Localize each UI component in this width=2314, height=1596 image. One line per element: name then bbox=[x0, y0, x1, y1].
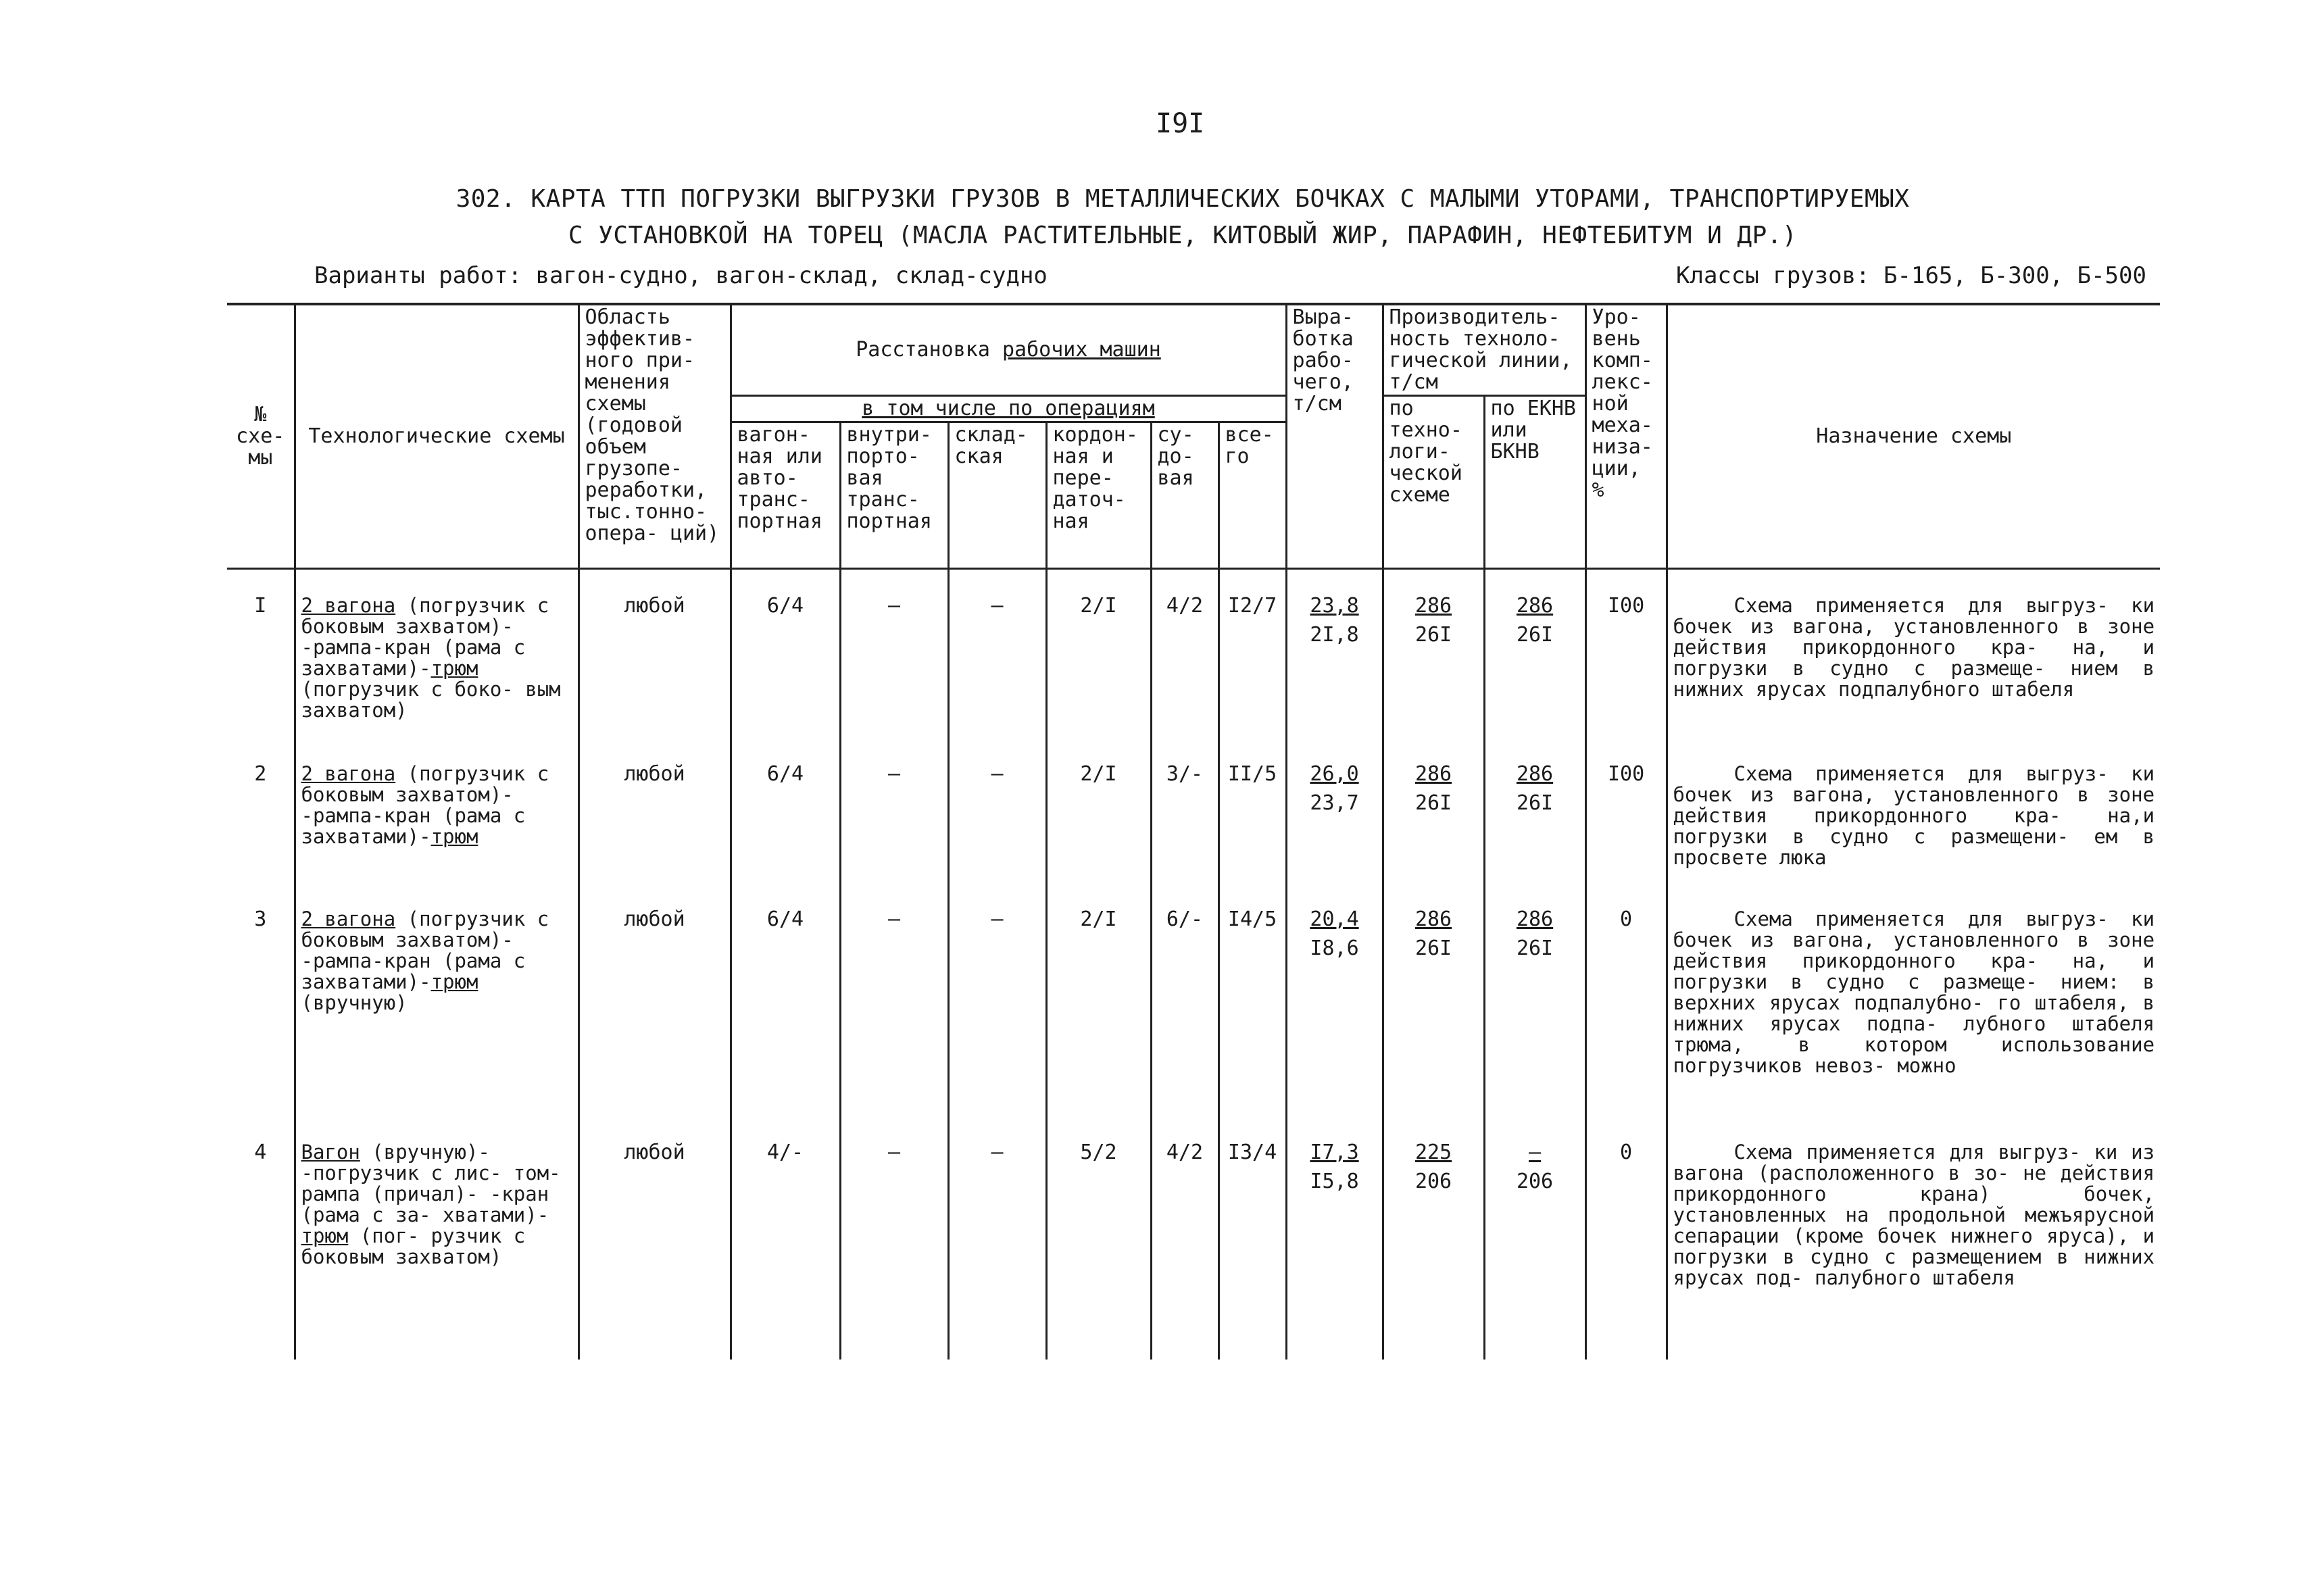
header-op-wagon: вагон- ная или авто- транс- портная bbox=[731, 422, 840, 569]
row-op-warehouse: – bbox=[948, 883, 1046, 1116]
prod-scheme-top: 225 bbox=[1414, 1140, 1452, 1164]
row-level: I00 bbox=[1585, 738, 1667, 883]
header-area: Область эффектив- ного при- менения схемы (годовой объем грузопе- реработки, тыс.тонно- опера- ций) bbox=[578, 304, 731, 569]
purpose-text: Схема применяется для выгруз- ки бочек из вагона, установленного в зоне действия прикордонного кра- на, и погрузки в судно с размеще- нием в нижних ярусах подпалубного штабеля bbox=[1673, 594, 2155, 701]
prod-ekhv-bottom: 26I bbox=[1516, 623, 1554, 647]
table-row bbox=[227, 738, 2160, 883]
row-op-total: I3/4 bbox=[1218, 1116, 1286, 1360]
row-op-total: I4/5 bbox=[1218, 883, 1286, 1116]
row-op-warehouse: – bbox=[948, 1116, 1046, 1360]
scheme-source: 2 вагона bbox=[301, 907, 396, 930]
scheme-hold: трюм bbox=[301, 1224, 349, 1247]
purpose-text: Схема применяется для выгруз- ки из вагона (расположенного в зо- не действия прикордонного крана) бочек, установленных на продольной межъярусной сепарации (кроме бочек нижнего яруса), и погрузки в судно с размещением в нижних ярусах под- палубного штабеля bbox=[1673, 1140, 2155, 1289]
row-op-cordon: 5/2 bbox=[1046, 1116, 1151, 1360]
row-op-ship: 4/2 bbox=[1151, 569, 1218, 738]
prod-scheme-top: 286 bbox=[1414, 762, 1452, 786]
prod-scheme-top: 286 bbox=[1414, 594, 1452, 618]
document-title-line-2: С УСТАНОВКОЙ НА ТОРЕЦ (МАСЛА РАСТИТЕЛЬНЫЕ, КИТОВЫЙ ЖИР, ПАРАФИН, НЕФТЕБИТУМ И ДР.) bbox=[568, 222, 1798, 249]
row-op-total: II/5 bbox=[1218, 738, 1286, 883]
prod-ekhv-top: 286 bbox=[1516, 907, 1554, 931]
scheme-source: Вагон bbox=[301, 1140, 360, 1164]
row-output bbox=[1286, 1116, 1383, 1360]
table-row bbox=[227, 569, 2160, 738]
row-prod-ekhv bbox=[1484, 569, 1585, 738]
prod-ekhv-bottom: 26I bbox=[1516, 936, 1554, 960]
header-purpose: Назначение схемы bbox=[1667, 304, 2160, 569]
output-bottom: I8,6 bbox=[1310, 936, 1359, 960]
header-op-ship: су- до- вая bbox=[1151, 422, 1218, 569]
row-op-inport: – bbox=[840, 1116, 948, 1360]
row-prod-ekhv bbox=[1484, 1116, 1585, 1360]
row-purpose bbox=[1667, 1116, 2160, 1360]
scheme-source: 2 вагона bbox=[301, 762, 396, 785]
table-row bbox=[227, 1116, 2160, 1360]
output-bottom: 2I,8 bbox=[1310, 623, 1359, 647]
row-area: любой bbox=[578, 1116, 731, 1360]
row-op-inport: – bbox=[840, 569, 948, 738]
row-purpose bbox=[1667, 738, 2160, 883]
document-title-line-1: 302. КАРТА ТТП ПОГРУЗКИ ВЫГРУЗКИ ГРУЗОВ В МЕТАЛЛИЧЕСКИХ БОЧКАХ С МАЛЫМИ УТОРАМИ, ТРАНСПОРТИРУЕМЫХ bbox=[456, 185, 1910, 213]
row-prod-ekhv bbox=[1484, 883, 1585, 1116]
row-op-total: I2/7 bbox=[1218, 569, 1286, 738]
prod-scheme-bottom: 26I bbox=[1414, 936, 1452, 960]
output-bottom: 23,7 bbox=[1310, 791, 1359, 815]
header-mechanization-level: Уро- вень комп- лекс- ной меха- низа- ции, % bbox=[1585, 304, 1667, 569]
row-op-cordon: 2/I bbox=[1046, 738, 1151, 883]
scheme-hold: трюм bbox=[430, 970, 478, 993]
row-op-cordon: 2/I bbox=[1046, 569, 1151, 738]
scheme-text-a: (вручную)- -погрузчик с лис- том-рампа (причал)- -кран (рама с за- хватами)- bbox=[301, 1140, 561, 1226]
row-area: любой bbox=[578, 569, 731, 738]
row-prod-scheme bbox=[1383, 738, 1484, 883]
row-output bbox=[1286, 738, 1383, 883]
header-schemes: Технологические схемы bbox=[295, 304, 578, 569]
header-num: № схе- мы bbox=[227, 304, 295, 569]
work-variants: Варианты работ: вагон-судно, вагон-склад, склад-судно bbox=[314, 262, 1048, 289]
row-op-inport: – bbox=[840, 883, 948, 1116]
row-op-ship: 3/- bbox=[1151, 738, 1218, 883]
row-level: 0 bbox=[1585, 1116, 1667, 1360]
header-placement-label: Расстановка bbox=[856, 338, 990, 361]
header-productivity: Производитель- ность техноло- гической линии, т/см bbox=[1383, 304, 1585, 396]
header-prod-ekhv: по ЕКНВ или БКНВ bbox=[1484, 396, 1585, 569]
row-output bbox=[1286, 569, 1383, 738]
row-op-ship: 6/- bbox=[1151, 883, 1218, 1116]
header-op-cordon: кордон- ная и пере- даточ- ная bbox=[1046, 422, 1151, 569]
row-scheme bbox=[295, 1116, 578, 1360]
row-op-inport: – bbox=[840, 738, 948, 883]
row-scheme bbox=[295, 738, 578, 883]
header-prod-scheme: по техно- логи- ческой схеме bbox=[1383, 396, 1484, 569]
row-prod-ekhv bbox=[1484, 738, 1585, 883]
scheme-table bbox=[227, 303, 2160, 1360]
header-placement-machines: рабочих машин bbox=[1002, 338, 1161, 361]
row-num: I bbox=[254, 594, 267, 618]
row-area: любой bbox=[578, 738, 731, 883]
row-area: любой bbox=[578, 883, 731, 1116]
scheme-hold: трюм bbox=[430, 657, 478, 680]
prod-ekhv-bottom: 26I bbox=[1516, 791, 1554, 815]
scheme-text-b: (вручную) bbox=[301, 991, 408, 1014]
row-op-wagon: 6/4 bbox=[731, 738, 840, 883]
row-op-warehouse: – bbox=[948, 569, 1046, 738]
prod-ekhv-bottom: 206 bbox=[1516, 1169, 1554, 1193]
output-top: 23,8 bbox=[1310, 594, 1359, 618]
page-number: I9I bbox=[1156, 108, 1205, 139]
row-scheme bbox=[295, 883, 578, 1116]
header-op-warehouse: склад- ская bbox=[948, 422, 1046, 569]
prod-scheme-bottom: 26I bbox=[1414, 623, 1452, 647]
row-prod-scheme bbox=[1383, 883, 1484, 1116]
header-placement bbox=[731, 304, 1286, 396]
scheme-text-b: (пог- рузчик с боковым захватом) bbox=[301, 1224, 526, 1268]
row-num: 4 bbox=[254, 1140, 267, 1164]
cargo-classes: Классы грузов: Б-165, Б-300, Б-500 bbox=[1676, 262, 2146, 289]
row-purpose bbox=[1667, 569, 2160, 738]
row-level: I00 bbox=[1585, 569, 1667, 738]
output-top: 26,0 bbox=[1310, 762, 1359, 786]
row-op-wagon: 4/- bbox=[731, 1116, 840, 1360]
output-bottom: I5,8 bbox=[1310, 1169, 1359, 1193]
output-top: 20,4 bbox=[1310, 907, 1359, 931]
prod-scheme-bottom: 26I bbox=[1414, 791, 1452, 815]
row-prod-scheme bbox=[1383, 569, 1484, 738]
row-op-cordon: 2/I bbox=[1046, 883, 1151, 1116]
row-op-wagon: 6/4 bbox=[731, 569, 840, 738]
purpose-text: Схема применяется для выгруз- ки бочек из вагона, установленного в зоне действия прикордонного кра- на, и погрузки в судно с размеще- нием: в верхних ярусах подпалубно- го штабеля, в нижних ярусах подпа- лубного штабеля трюма, в котором использование погрузчиков невоз- можно bbox=[1673, 907, 2155, 1077]
scheme-hold: трюм bbox=[430, 824, 478, 848]
scheme-text-b: (погрузчик с боко- вым захватом) bbox=[301, 678, 561, 722]
row-op-wagon: 6/4 bbox=[731, 883, 840, 1116]
row-output bbox=[1286, 883, 1383, 1116]
row-num: 3 bbox=[254, 907, 267, 931]
scheme-text-a: (погрузчик с боковым захватом)- -рампа-кран (рама с захватами)- bbox=[301, 594, 549, 680]
output-top: I7,3 bbox=[1310, 1140, 1359, 1164]
scheme-text-a: (погрузчик с боковым захватом)- -рампа-кран (рама с захватами)- bbox=[301, 907, 549, 993]
table-row bbox=[227, 883, 2160, 1116]
prod-ekhv-top: – bbox=[1529, 1140, 1542, 1164]
row-purpose bbox=[1667, 883, 2160, 1116]
row-op-ship: 4/2 bbox=[1151, 1116, 1218, 1360]
prod-scheme-top: 286 bbox=[1414, 907, 1452, 931]
row-num: 2 bbox=[254, 762, 267, 786]
header-output: Выра- ботка рабо- чего, т/см bbox=[1286, 304, 1383, 569]
row-op-warehouse: – bbox=[948, 738, 1046, 883]
scheme-text-a: (погрузчик с боковым захватом)- -рампа-кран (рама с захватами)- bbox=[301, 762, 549, 848]
prod-ekhv-top: 286 bbox=[1516, 762, 1554, 786]
header-op-total: все- го bbox=[1218, 422, 1286, 569]
row-level: 0 bbox=[1585, 883, 1667, 1116]
row-scheme bbox=[295, 569, 578, 738]
header-incl-operations: в том числе по операциям bbox=[731, 396, 1286, 422]
row-prod-scheme bbox=[1383, 1116, 1484, 1360]
purpose-text: Схема применяется для выгруз- ки бочек из вагона, установленного в зоне действия прикордонного кра- на,и погрузки в судно с размещени- ем в просвете люка bbox=[1673, 762, 2155, 869]
prod-ekhv-top: 286 bbox=[1516, 594, 1554, 618]
scheme-source: 2 вагона bbox=[301, 594, 396, 617]
header-op-inport: внутри- порто- вая транс- портная bbox=[840, 422, 948, 569]
prod-scheme-bottom: 206 bbox=[1414, 1169, 1452, 1193]
